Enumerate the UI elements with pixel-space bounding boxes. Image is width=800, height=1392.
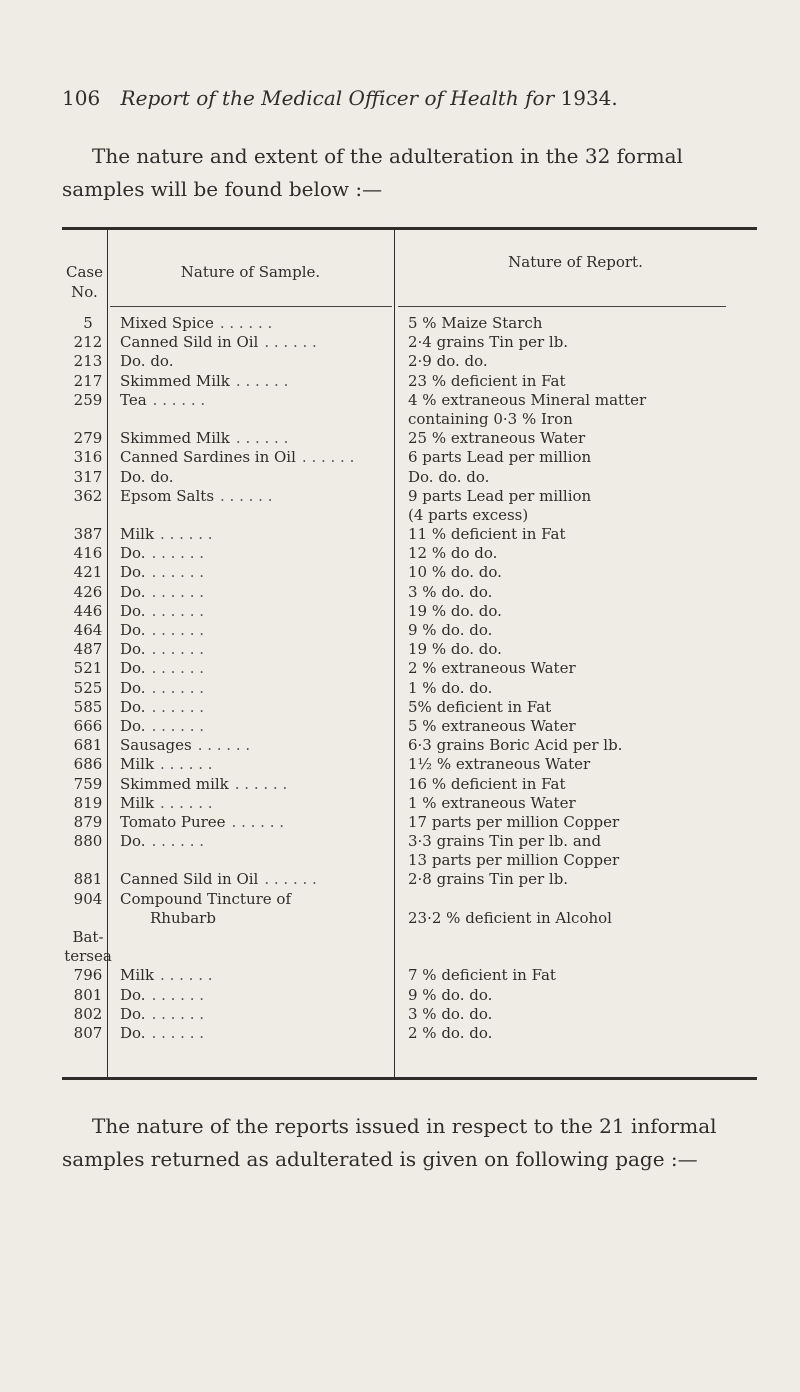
intro-paragraph: The nature and extent of the adulteration in the 32 formal samples will be found below :— <box>62 144 683 201</box>
sample-name <box>120 986 375 1005</box>
case-number <box>62 870 114 889</box>
case-number-line: 801 <box>73 985 103 1004</box>
report-text-line: 9 % do. do. <box>408 621 493 640</box>
sample-name <box>120 621 375 640</box>
report-text-line: 2·8 grains Tin per lb. <box>408 870 569 889</box>
table-row <box>0 813 800 832</box>
case-number <box>62 487 114 506</box>
table-row <box>0 487 800 525</box>
case-number-line: 212 <box>73 333 103 352</box>
sample-name-line: Do. <box>120 985 146 1004</box>
table-row <box>0 698 800 717</box>
case-number <box>62 314 114 333</box>
header-nature-of-report: Nature of Report. <box>508 253 643 271</box>
sample-name <box>120 602 375 621</box>
case-number-line: 317 <box>73 467 103 486</box>
table-row <box>0 391 800 429</box>
case-number <box>62 717 114 736</box>
sample-name-line: Tea <box>120 390 147 409</box>
report-text-line: 23·2 % deficient in Alcohol <box>408 908 612 927</box>
sample-name-line: Rhubarb <box>150 908 216 927</box>
report-text <box>408 755 753 774</box>
report-text-line: 4 % extraneous Mineral matter <box>408 390 647 409</box>
table-row <box>0 525 800 544</box>
report-text-line: 5 % extraneous Water <box>408 716 576 735</box>
report-text <box>408 659 753 678</box>
leader-dots: . . . . . . <box>151 1024 205 1043</box>
sample-name <box>120 583 375 602</box>
sample-name <box>120 429 375 448</box>
leader-dots: . . . . . . <box>151 659 205 678</box>
report-text-line: 1½ % extraneous Water <box>408 755 591 774</box>
table-row <box>0 563 800 582</box>
case-number-line: 217 <box>73 371 103 390</box>
sample-name-line: Milk <box>120 793 155 812</box>
case-number-line: 819 <box>73 793 103 812</box>
case-number-line: 521 <box>73 659 103 678</box>
report-text-line: 2·4 grains Tin per lb. <box>408 333 569 352</box>
case-number-line: 426 <box>73 582 103 601</box>
report-text <box>408 679 753 698</box>
sample-name <box>120 352 375 371</box>
report-text-line: 6·3 grains Boric Acid per lb. <box>408 736 623 755</box>
case-number <box>62 372 114 391</box>
table-row <box>0 544 800 563</box>
leader-dots: . . . . . . <box>151 716 205 735</box>
leader-dots: . . . . . . <box>235 429 289 448</box>
table-row <box>0 621 800 640</box>
report-text-line: Do. do. do. <box>408 467 490 486</box>
leader-dots: . . . . . . <box>160 755 213 774</box>
table-row <box>0 429 800 448</box>
case-number <box>62 755 114 774</box>
sample-name-line: Do. <box>120 563 146 582</box>
report-text-line: 16 % deficient in Fat <box>408 774 566 793</box>
case-number-line: 881 <box>73 870 103 889</box>
report-text-line: 17 parts per million Copper <box>408 812 620 831</box>
sample-name <box>120 794 375 813</box>
report-text-line: 12 % do do. <box>408 544 498 563</box>
case-number <box>62 333 114 352</box>
report-text <box>408 966 753 985</box>
report-text-line: 25 % extraneous Water <box>408 429 586 448</box>
case-number <box>62 659 114 678</box>
leader-dots: . . . . . . <box>151 621 205 640</box>
sample-name <box>120 679 375 698</box>
sample-name-line: Do. <box>120 659 146 678</box>
leader-dots: . . . . . . <box>235 371 289 390</box>
table-row <box>0 755 800 774</box>
sample-name-line: Do. <box>120 716 146 735</box>
sample-name-line: Do. do. <box>120 467 174 486</box>
report-text <box>408 794 753 813</box>
report-text <box>408 870 753 889</box>
case-number <box>62 1024 114 1043</box>
case-number <box>62 583 114 602</box>
report-text <box>408 775 753 794</box>
sample-name-line: Epsom Salts <box>120 486 215 505</box>
report-text <box>408 736 753 755</box>
report-text-line: 2 % extraneous Water <box>408 659 576 678</box>
sample-name-line: Skimmed Milk <box>120 429 230 448</box>
sample-name <box>120 468 375 487</box>
sample-name <box>120 487 375 506</box>
table-row <box>0 986 800 1005</box>
report-text-line: 10 % do. do. <box>408 563 502 582</box>
table-row <box>0 890 800 928</box>
report-text-line: 9 % do. do. <box>408 985 493 1004</box>
leader-dots: . . . . . . <box>264 333 317 352</box>
table-row <box>0 659 800 678</box>
table-row <box>0 966 800 985</box>
case-number-line: 316 <box>73 448 103 467</box>
case-number-line: 666 <box>73 716 103 735</box>
case-number-line: 464 <box>73 621 103 640</box>
case-number-line: 279 <box>73 429 103 448</box>
report-text-line: 1 % do. do. <box>408 678 493 697</box>
case-number-line: 421 <box>73 563 103 582</box>
case-number-line: 686 <box>73 755 103 774</box>
case-number <box>62 602 114 621</box>
leader-dots: . . . . . . <box>152 390 206 409</box>
table-row <box>0 640 800 659</box>
case-number <box>62 563 114 582</box>
sample-name <box>120 525 375 544</box>
sample-name <box>120 1005 375 1024</box>
sample-name <box>120 640 375 659</box>
report-text <box>408 602 753 621</box>
report-text-line: 2·9 do. do. <box>408 352 488 371</box>
case-number <box>62 832 114 851</box>
report-text-line: 19 % do. do. <box>408 601 502 620</box>
sample-name-line: Compound Tincture of <box>120 889 292 908</box>
report-text-line: 11 % deficient in Fat <box>408 525 566 544</box>
report-text <box>408 372 753 391</box>
sample-name-line: Do. <box>120 678 146 697</box>
report-text <box>408 717 753 736</box>
report-text-line: containing 0·3 % Iron <box>408 409 573 428</box>
table-row <box>0 736 800 755</box>
report-text-line: 3 % do. do. <box>408 582 493 601</box>
report-text <box>408 525 753 544</box>
sample-name <box>120 1024 375 1043</box>
case-number <box>62 391 114 410</box>
table-row <box>0 314 800 333</box>
case-number-line: 213 <box>73 352 103 371</box>
report-text-line: 5% deficient in Fat <box>408 697 552 716</box>
leader-dots: . . . . . . <box>151 697 205 716</box>
sample-name <box>120 372 375 391</box>
case-number <box>62 621 114 640</box>
case-number <box>62 890 114 909</box>
header-rule-report <box>398 306 726 307</box>
table-row <box>0 717 800 736</box>
sample-name-line: Do. <box>120 544 146 563</box>
case-number-line: 259 <box>73 390 103 409</box>
sample-name <box>120 391 375 410</box>
sample-name <box>120 755 375 774</box>
case-number-line: 807 <box>73 1024 103 1043</box>
leader-dots: . . . . . . <box>151 678 205 697</box>
case-number-line: 681 <box>73 736 103 755</box>
table-row <box>0 352 800 371</box>
footer-paragraph: The nature of the reports issued in respect to the 21 informal samples returned as adulterated is given on following page :— <box>62 1114 717 1171</box>
report-text <box>408 563 753 582</box>
leader-dots: . . . . . . <box>197 736 251 755</box>
report-text <box>408 640 753 659</box>
sample-name-line: Skimmed Milk <box>120 371 230 390</box>
sample-name-line: Canned Sild in Oil <box>120 870 259 889</box>
report-text-line: 2 % do. do. <box>408 1024 493 1043</box>
sample-name-line: Do. <box>120 1024 146 1043</box>
case-number-line: 802 <box>73 1004 103 1023</box>
sample-name <box>120 717 375 736</box>
case-number <box>62 640 114 659</box>
report-text <box>408 621 753 640</box>
table-row <box>0 870 800 889</box>
table-row <box>0 832 800 870</box>
case-number-line: 446 <box>73 601 103 620</box>
case-number <box>62 794 114 813</box>
page-header <box>62 86 618 110</box>
case-number-line: 796 <box>73 966 103 985</box>
case-number <box>62 679 114 698</box>
report-text <box>408 448 753 467</box>
case-number <box>62 429 114 448</box>
leader-dots: . . . . . . <box>160 525 213 544</box>
sample-name-line: Tomato Puree <box>120 812 226 831</box>
case-number-line: 416 <box>73 544 103 563</box>
table-row <box>0 333 800 352</box>
leader-dots: . . . . . . <box>231 812 284 831</box>
sample-name-line: Mixed Spice <box>120 314 214 332</box>
page-number: 106 <box>62 86 101 110</box>
report-text-line: 13 parts per million Copper <box>408 851 620 870</box>
sample-name <box>120 563 375 582</box>
sample-name <box>120 698 375 717</box>
sample-name <box>120 544 375 563</box>
case-number-line: 5 <box>83 314 93 332</box>
case-number-line: 525 <box>73 678 103 697</box>
leader-dots: . . . . . . <box>264 870 317 889</box>
report-text-line: 3·3 grains Tin per lb. and <box>408 832 602 851</box>
sample-name-line: Do. <box>120 640 146 659</box>
leader-dots: . . . . . . <box>151 640 205 659</box>
report-text-line: 5 % Maize Starch <box>408 314 543 332</box>
case-number <box>62 813 114 832</box>
report-text-line: 9 parts Lead per million <box>408 486 592 505</box>
leader-dots: . . . . . . <box>160 793 213 812</box>
leader-dots: . . . . . . <box>219 314 273 332</box>
case-number <box>62 736 114 755</box>
sample-name-line: Do. <box>120 832 146 851</box>
leader-dots: . . . . . . <box>151 544 205 563</box>
sample-name-line: Skimmed milk <box>120 774 229 793</box>
report-title: Report of the Medical Officer of Health for <box>120 86 555 110</box>
sample-name-line: Canned Sild in Oil <box>120 333 259 352</box>
report-text <box>408 429 753 448</box>
sample-name <box>120 448 375 467</box>
case-number <box>62 698 114 717</box>
table-row <box>0 468 800 487</box>
report-text <box>408 1005 753 1024</box>
sample-name-line: Canned Sardines in Oil <box>120 448 296 467</box>
sample-name <box>120 333 375 352</box>
case-number-line: 880 <box>73 832 103 851</box>
sample-name <box>120 890 375 928</box>
case-number-line: 904 <box>73 889 103 908</box>
leader-dots: . . . . . . <box>151 1004 205 1023</box>
report-text <box>408 890 753 928</box>
report-text-line: 6 parts Lead per million <box>408 448 592 467</box>
case-number-line: tersea <box>64 947 112 966</box>
leader-dots: . . . . . . <box>234 774 288 793</box>
report-text <box>408 544 753 563</box>
table-row <box>0 794 800 813</box>
table-row <box>0 928 800 966</box>
table-row <box>0 775 800 794</box>
case-number-line: 759 <box>73 774 103 793</box>
report-text <box>408 698 753 717</box>
report-text-line: 19 % do. do. <box>408 640 502 659</box>
report-text <box>408 391 753 429</box>
case-number-line: 487 <box>73 640 103 659</box>
report-text <box>408 986 753 1005</box>
report-text <box>408 583 753 602</box>
report-text <box>408 352 753 371</box>
header-nature-of-sample: Nature of Sample. <box>180 263 321 281</box>
case-number <box>62 544 114 563</box>
sample-name-line: Do. <box>120 601 146 620</box>
case-number <box>62 468 114 487</box>
case-number <box>62 525 114 544</box>
sample-name <box>120 966 375 985</box>
case-number-line: 362 <box>73 486 103 505</box>
sample-name-line: Milk <box>120 525 155 544</box>
table-row <box>0 448 800 467</box>
sample-name-line: Milk <box>120 755 155 774</box>
case-number <box>62 775 114 794</box>
report-text-line: 1 % extraneous Water <box>408 793 576 812</box>
leader-dots: . . . . . . <box>160 966 213 985</box>
report-text-line: 3 % do. do. <box>408 1004 493 1023</box>
table-row <box>0 679 800 698</box>
sample-name <box>120 832 375 851</box>
report-text-line: (4 parts excess) <box>408 505 529 524</box>
leader-dots: . . . . . . <box>151 601 205 620</box>
sample-name <box>120 870 375 889</box>
report-text <box>408 314 753 333</box>
table-row <box>0 583 800 602</box>
table-row <box>0 372 800 391</box>
leader-dots: . . . . . . <box>151 832 205 851</box>
report-text <box>408 487 753 525</box>
report-text-line: 7 % deficient in Fat <box>408 966 556 985</box>
report-text <box>408 813 753 832</box>
case-number-line: Bat- <box>72 928 104 947</box>
leader-dots: . . . . . . <box>220 486 273 505</box>
case-number <box>62 966 114 985</box>
sample-name <box>120 813 375 832</box>
sample-name <box>120 659 375 678</box>
table-body <box>0 314 800 1043</box>
sample-name-line: Do. do. <box>120 352 174 371</box>
leader-dots: . . . . . . <box>151 563 205 582</box>
case-number-line: 585 <box>73 697 103 716</box>
case-number <box>62 1005 114 1024</box>
report-text <box>408 832 753 870</box>
report-text-line: 23 % deficient in Fat <box>408 371 566 390</box>
table-bottom-rule <box>62 1077 757 1080</box>
sample-name-line: Do. <box>120 621 146 640</box>
report-text <box>408 1024 753 1043</box>
case-number-line: 879 <box>73 812 103 831</box>
sample-name <box>120 736 375 755</box>
leader-dots: . . . . . . <box>301 448 355 467</box>
case-number-line: 387 <box>73 525 103 544</box>
report-text <box>408 333 753 352</box>
sample-name-line: Milk <box>120 966 155 985</box>
case-number <box>62 352 114 371</box>
sample-name <box>120 928 375 966</box>
sample-name-line: Sausages <box>120 736 192 755</box>
sample-name-line: Do. <box>120 697 146 716</box>
table-row <box>0 1024 800 1043</box>
header-case-no: Case No. <box>66 263 103 301</box>
sample-name-line: Do. <box>120 1004 146 1023</box>
case-number <box>62 928 114 966</box>
table-top-rule <box>62 227 757 230</box>
leader-dots: . . . . . . <box>151 582 205 601</box>
case-number <box>62 448 114 467</box>
report-year: 1934. <box>560 86 618 110</box>
sample-name <box>120 314 375 333</box>
table-row <box>0 602 800 621</box>
sample-name <box>120 775 375 794</box>
report-text <box>408 928 753 966</box>
header-rule-sample <box>110 306 392 307</box>
case-number <box>62 986 114 1005</box>
table-row <box>0 1005 800 1024</box>
sample-name-line: Do. <box>120 582 146 601</box>
leader-dots: . . . . . . <box>151 985 205 1004</box>
report-text <box>408 468 753 487</box>
